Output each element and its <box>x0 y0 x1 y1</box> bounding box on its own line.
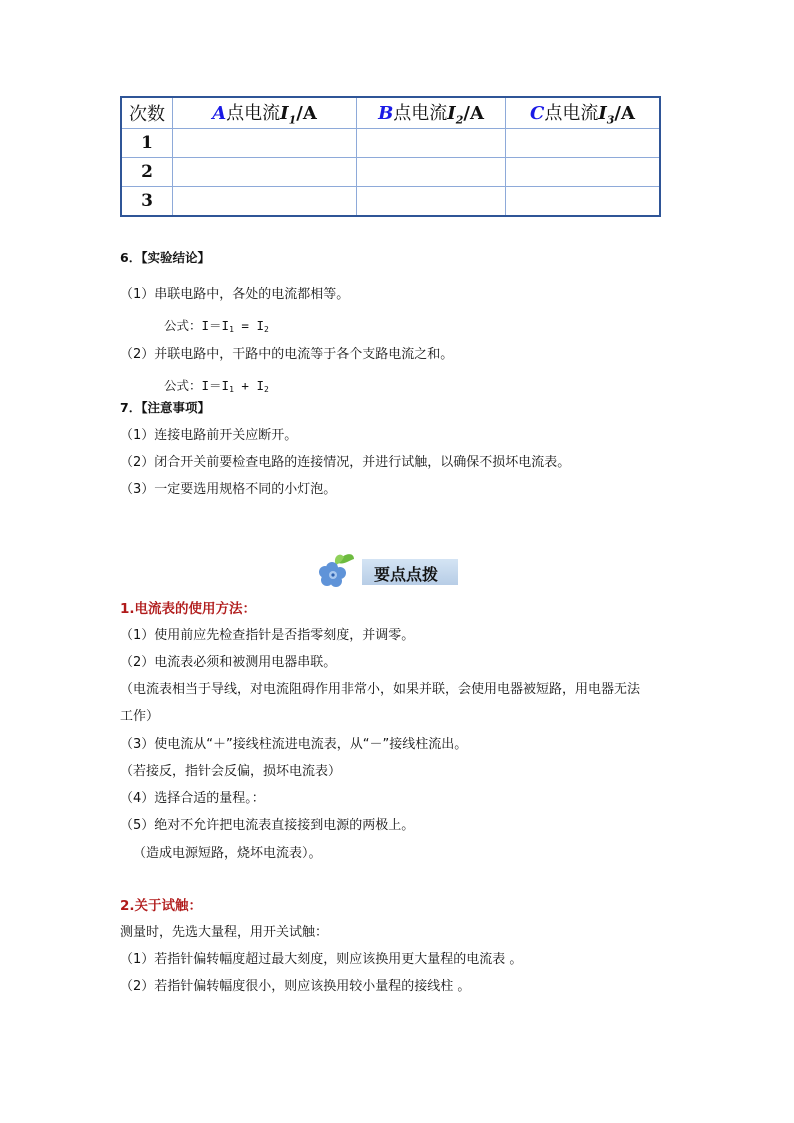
cell[interactable] <box>506 187 661 217</box>
table-row <box>121 129 660 158</box>
point1-line: （造成电源短路，烧坏电流表）。 <box>133 846 322 861</box>
cell[interactable] <box>357 187 506 217</box>
section7-item: （2）闭合开关前要检查电路的连接情况，并进行试触，以确保不损坏电流表。 <box>120 455 571 470</box>
cell[interactable] <box>506 158 661 187</box>
section7-item: （1）连接电路前开关应断开。 <box>120 428 298 443</box>
cell[interactable] <box>357 129 506 158</box>
point1-title: 1.电流表的使用方法： <box>120 601 257 617</box>
header-point-a: A点电流$I_1/A$ <box>173 97 357 129</box>
point1-line: 工作） <box>120 709 160 724</box>
point2-line: 测量时，先选大量程，用开关试触： <box>120 925 329 940</box>
banner-title: 要点点拨 <box>374 565 439 584</box>
point1-line: （若接反，指针会反偏，损坏电流表） <box>120 764 342 779</box>
header-point-b: B点电流$I_2/A$ <box>357 97 506 129</box>
point1-line: （4）选择合适的量程。： <box>120 791 265 806</box>
section6-formula2: 公式：I＝I1 + I2 <box>164 378 269 394</box>
row-number: 3 <box>121 187 173 217</box>
section6-formula1: 公式：I＝I1 = I2 <box>164 318 269 334</box>
section6-item1: （1）串联电路中，各处的电流都相等。 <box>120 287 350 302</box>
row-number: 1 <box>121 129 173 158</box>
table-row <box>121 158 660 187</box>
cell[interactable] <box>357 158 506 187</box>
section6-title: 6．【实验结论】 <box>120 250 210 265</box>
cell[interactable] <box>173 158 357 187</box>
section7-item: （3）一定要选用规格不同的小灯泡。 <box>120 482 337 497</box>
point2-line: （2）若指针偏转幅度很小，则应该换用较小量程的接线柱 。 <box>120 979 471 994</box>
current-measurement-table <box>120 96 661 217</box>
point1-line: （1）使用前应先检查指针是否指零刻度，并调零。 <box>120 628 415 643</box>
cell[interactable] <box>173 187 357 217</box>
header-count: 次数 <box>121 97 173 129</box>
point2-line: （1）若指针偏转幅度超过最大刻度，则应该换用更大量程的电流表 。 <box>120 952 523 967</box>
cell[interactable] <box>173 129 357 158</box>
point2-title: 2.关于试触： <box>120 898 203 914</box>
point1-line: （2）电流表必须和被测用电器串联。 <box>120 655 337 670</box>
table-row <box>121 187 660 217</box>
section7-title: 7．【注意事项】 <box>120 400 210 415</box>
key-points-banner <box>318 553 458 589</box>
table-header-row <box>121 97 660 129</box>
flower-icon <box>318 553 362 589</box>
section6-item2: （2）并联电路中，干路中的电流等于各个支路电流之和。 <box>120 347 454 362</box>
header-point-c: C点电流$I_3/A$ <box>506 97 661 129</box>
point1-line: （5）绝对不允许把电流表直接接到电源的两极上。 <box>120 818 415 833</box>
row-number: 2 <box>121 158 173 187</box>
point1-line: （3）使电流从“＋”接线柱流进电流表，从“－”接线柱流出。 <box>120 737 468 752</box>
point1-line: （电流表相当于导线，对电流阻碍作用非常小，如果并联，会使用电器被短路，用电器无法 <box>120 682 641 697</box>
cell[interactable] <box>506 129 661 158</box>
